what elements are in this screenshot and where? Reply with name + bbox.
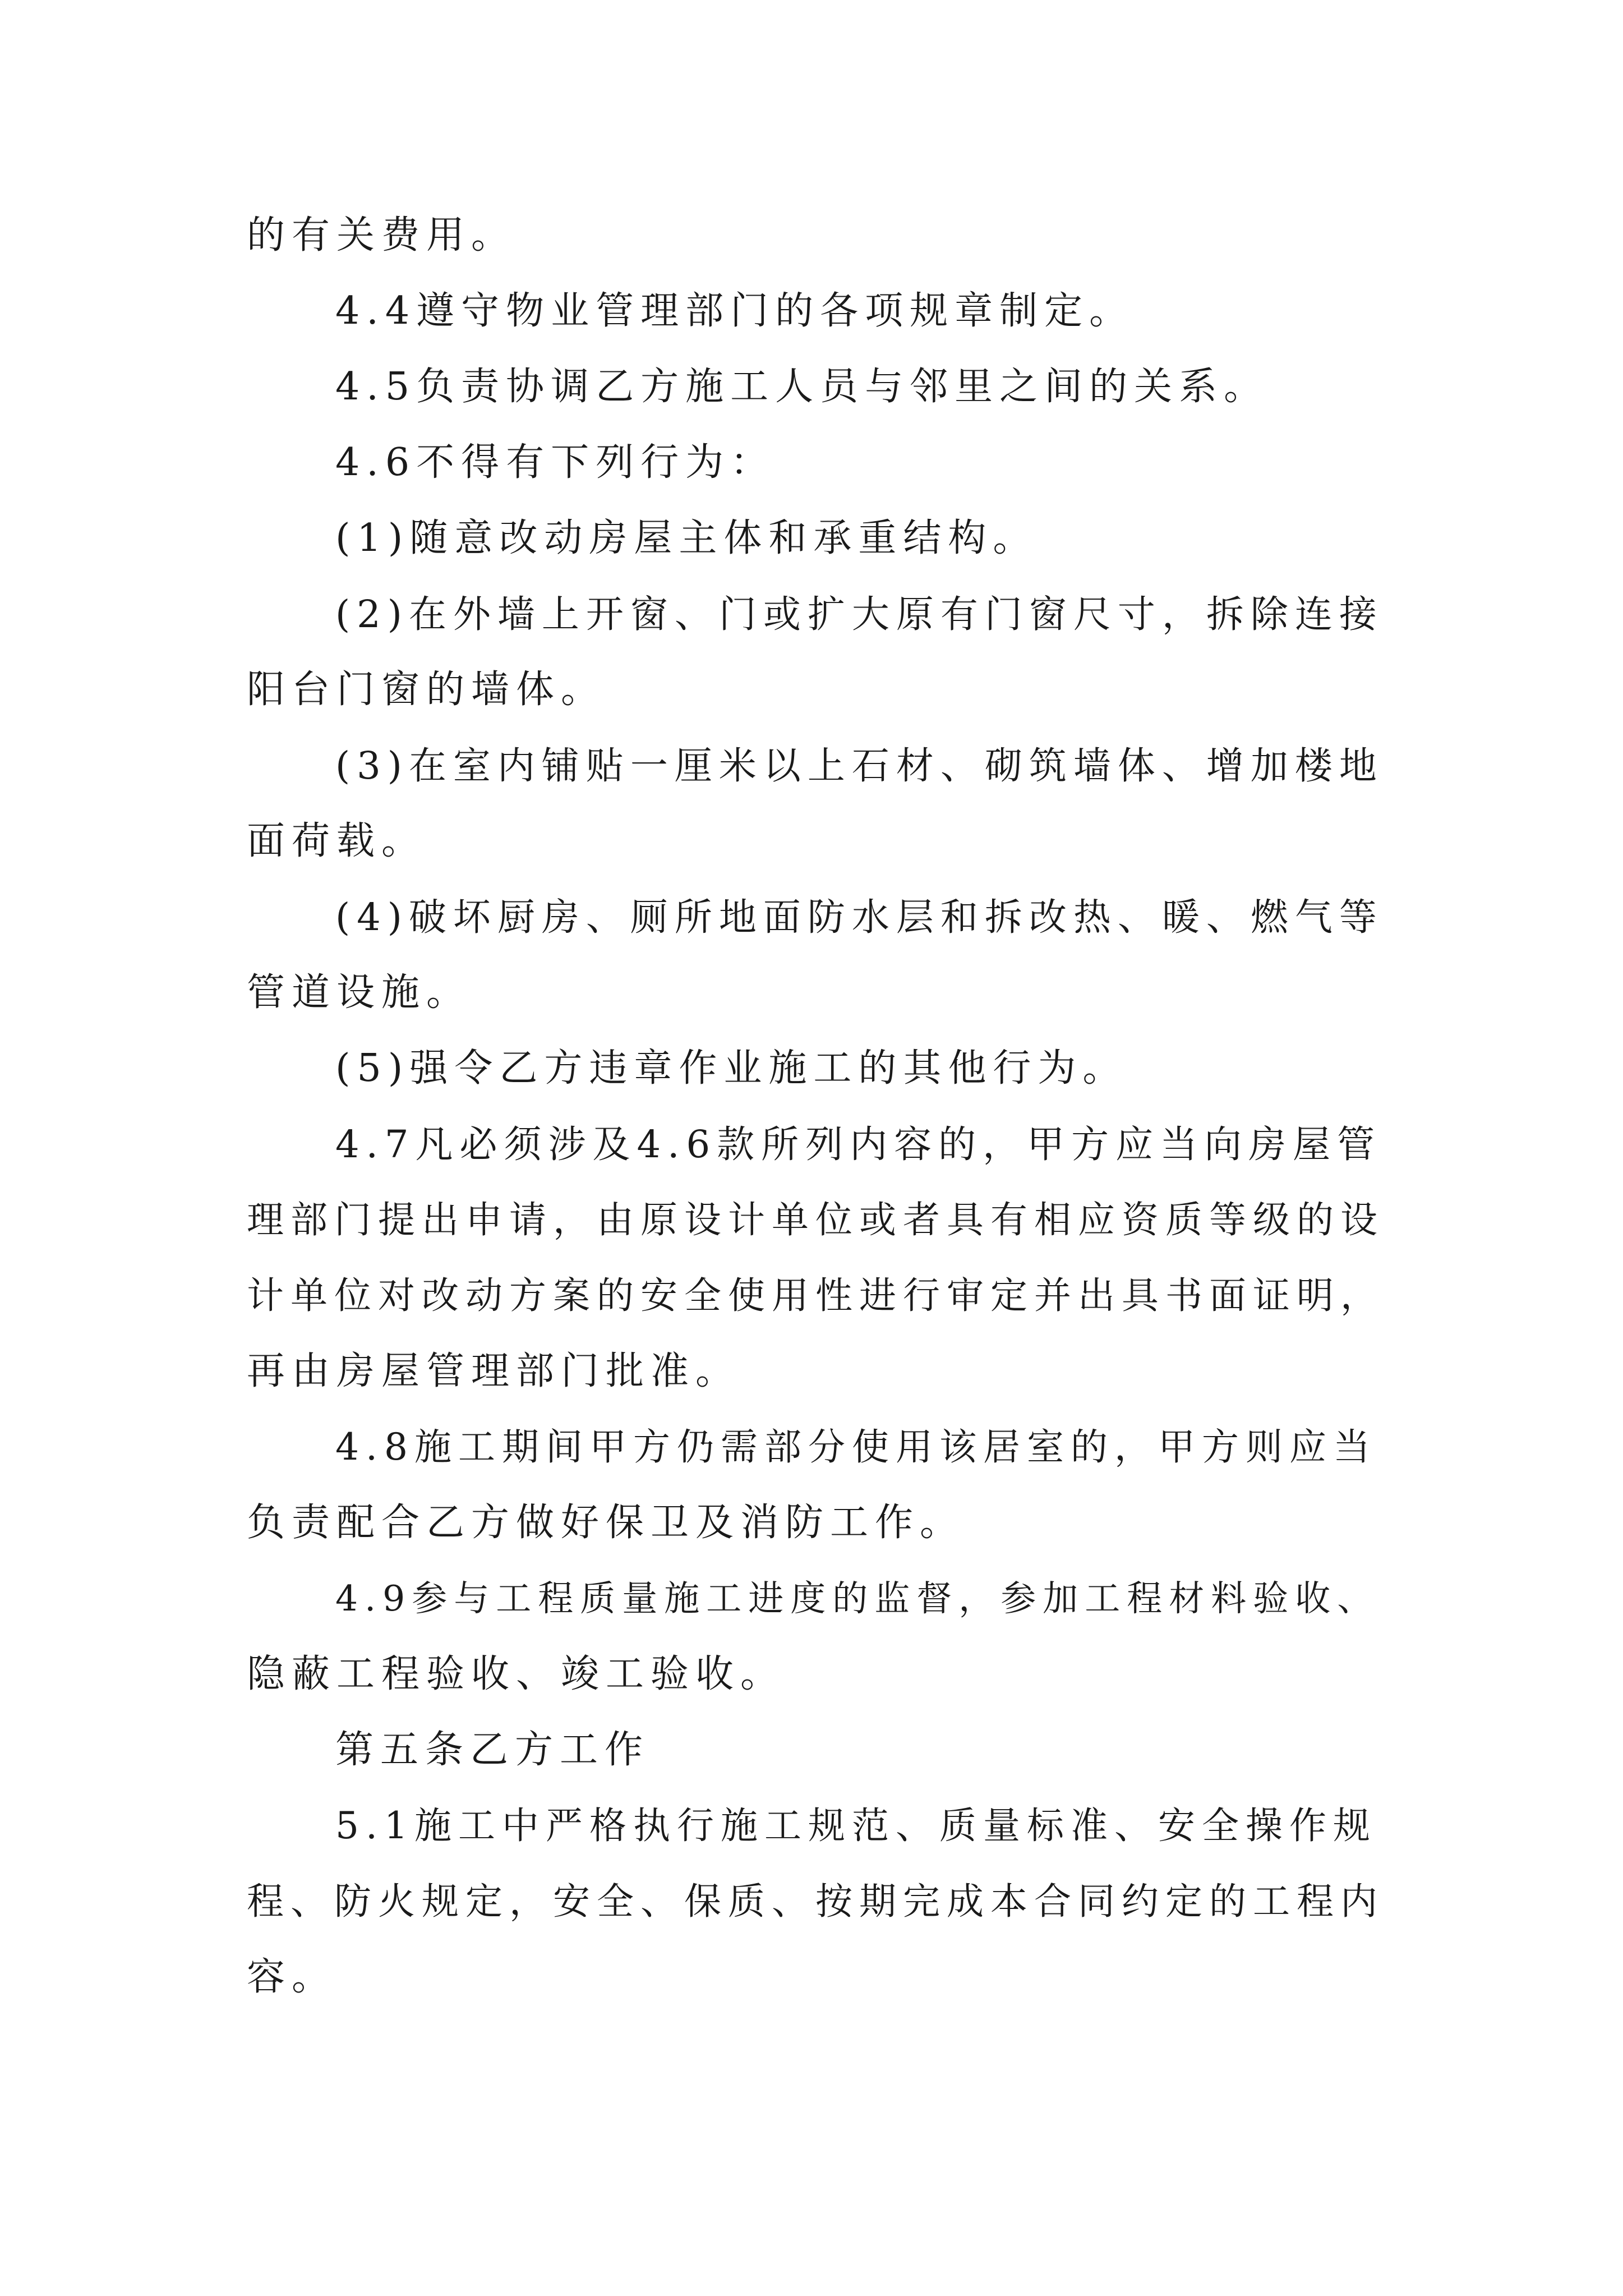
text-line-22: 5.1施工中严格执行施工规范、质量标准、安全操作规 xyxy=(335,1804,1377,1847)
text-line-24: 容。 xyxy=(247,1955,337,1999)
text-line-4: 4.6不得有下列行为： xyxy=(335,440,776,485)
text-line-9: 面荷载。 xyxy=(247,819,427,863)
text-line-11: 管道设施。 xyxy=(247,970,472,1015)
text-line-5: (1)随意改动房屋主体和承重结构。 xyxy=(335,516,1038,560)
text-line-21: 第五条乙方工作 xyxy=(335,1728,650,1772)
text-line-7: 阳台门窗的墙体。 xyxy=(247,668,606,712)
text-line-2: 4.4遵守物业管理部门的各项规章制定。 xyxy=(335,289,1135,333)
text-line-6: (2)在外墙上开窗、门或扩大原有门窗尺寸，拆除连接 xyxy=(335,592,1384,636)
text-line-3: 4.5负责协调乙方施工人员与邻里之间的关系。 xyxy=(335,365,1269,409)
text-line-23: 程、防火规定，安全、保质、按期完成本合同约定的工程内 xyxy=(247,1880,1384,1923)
text-line-17: 4.8施工期间甲方仍需部分使用该居室的，甲方则应当 xyxy=(335,1425,1377,1469)
text-line-8: (3)在室内铺贴一厘米以上石材、砌筑墙体、增加楼地 xyxy=(335,744,1384,788)
text-line-13: 4.7凡必须涉及4.6款所列内容的，甲方应当向房屋管 xyxy=(335,1122,1382,1166)
text-line-15: 计单位对改动方案的安全使用性进行审定并出具书面证明， xyxy=(247,1274,1384,1317)
text-line-14: 理部门提出申请，由原设计单位或者具有相应资质等级的设 xyxy=(247,1198,1384,1241)
text-line-16: 再由房屋管理部门批准。 xyxy=(247,1349,741,1393)
text-line-12: (5)强令乙方违章作业施工的其他行为。 xyxy=(335,1046,1128,1091)
text-line-19: 4.9参与工程质量施工进度的监督，参加工程材料验收、 xyxy=(335,1578,1380,1619)
text-line-18: 负责配合乙方做好保卫及消防工作。 xyxy=(247,1501,965,1545)
text-line-10: (4)破坏厨房、厕所地面防水层和拆改热、暖、燃气等 xyxy=(335,895,1384,939)
text-line-1: 的有关费用。 xyxy=(247,213,517,257)
text-line-20: 隐蔽工程验收、竣工验收。 xyxy=(247,1652,786,1696)
